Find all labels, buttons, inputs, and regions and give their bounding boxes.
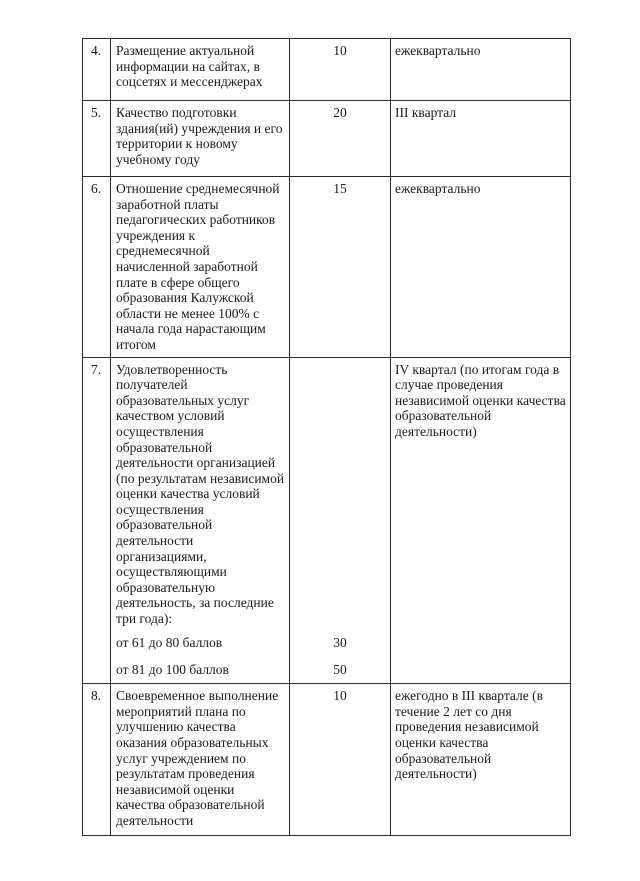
criterion-name: Удовлетворенность получателей образовательных услуг качеством условий осуществления образовательной деятельности организацией (по результатам независимой оценки качества условий осуществления образовательной деятельности организациями, осуществляющими образовательную деятельность, за последние три года): — [111, 357, 290, 631]
subcriterion-name: от 81 до 100 баллов — [111, 658, 290, 684]
criterion-points: 10 — [290, 39, 391, 101]
table-row — [83, 101, 571, 177]
row-number: 6. — [83, 177, 111, 358]
row-number: 7. — [83, 357, 111, 631]
row-number: 8. — [83, 684, 111, 836]
row-number-blank — [83, 631, 111, 658]
period-blank — [391, 631, 571, 658]
row-number-blank — [83, 658, 111, 684]
subcriterion-name: от 61 до 80 баллов — [111, 631, 290, 658]
criterion-period: IV квартал (по итогам года в случае проведения независимой оценки качества образовательной деятельности) — [391, 357, 571, 631]
table-row — [83, 684, 571, 836]
period-blank — [391, 658, 571, 684]
row-number: 4. — [83, 39, 111, 101]
subcriterion-points: 50 — [290, 658, 391, 684]
table-row — [83, 357, 571, 631]
criterion-period: ежеквартально — [391, 177, 571, 358]
table-subrow — [83, 631, 571, 658]
subcriterion-points: 30 — [290, 631, 391, 658]
table-row — [83, 39, 571, 101]
criterion-points — [290, 357, 391, 631]
criteria-table — [82, 38, 571, 836]
criterion-points: 20 — [290, 101, 391, 177]
table-subrow — [83, 658, 571, 684]
criterion-name: Размещение актуальной информации на сайтах, в соцсетях и мессенджерах — [111, 39, 290, 101]
row-number: 5. — [83, 101, 111, 177]
table-row — [83, 177, 571, 358]
criterion-period: ежеквартально — [391, 39, 571, 101]
criterion-name: Своевременное выполнение мероприятий плана по улучшению качества оказания образовательных услуг учреждением по результатам проведения независимой оценки качества образовательной деятельности — [111, 684, 290, 836]
criterion-period: ежегодно в III квартале (в течение 2 лет со дня проведения независимой оценки качества образовательной деятельности) — [391, 684, 571, 836]
criterion-name: Отношение среднемесячной заработной платы педагогических работников учреждения к среднемесячной начисленной заработной плате в сфере общего образования Калужской области не менее 100% с начала года нарастающим итогом — [111, 177, 290, 358]
criterion-points: 10 — [290, 684, 391, 836]
criterion-period: III квартал — [391, 101, 571, 177]
criterion-name: Качество подготовки здания(ий) учреждения и его территории к новому учебному году — [111, 101, 290, 177]
criterion-points: 15 — [290, 177, 391, 358]
